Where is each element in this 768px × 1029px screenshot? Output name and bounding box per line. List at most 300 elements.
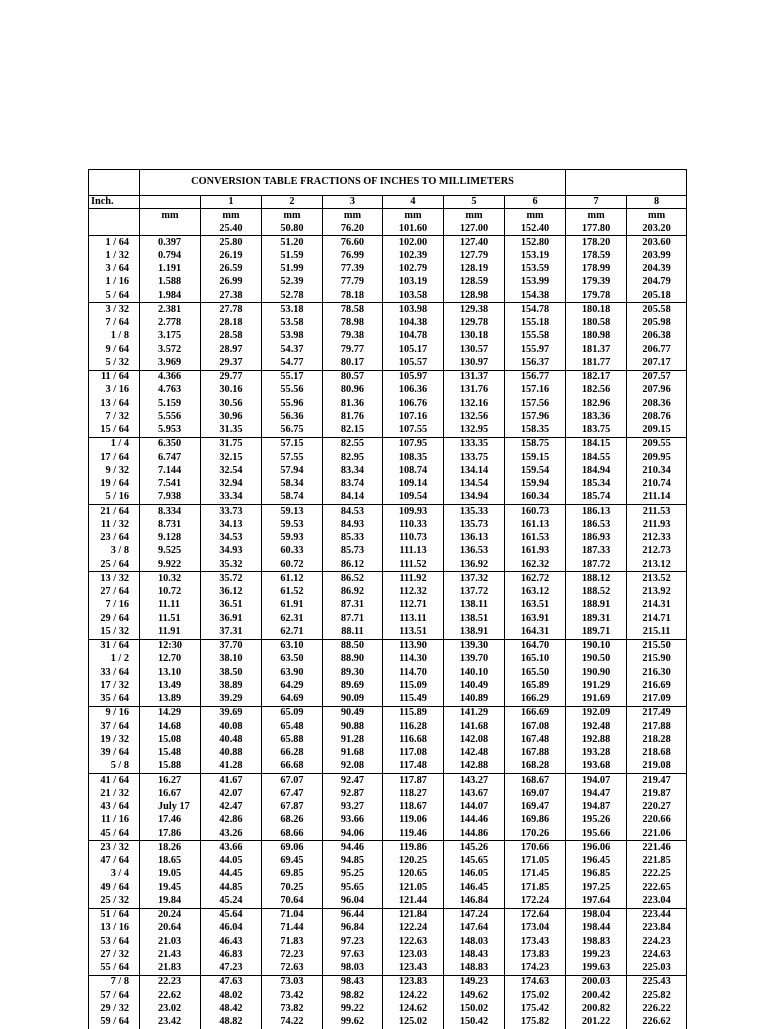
mm-value: 203.99 xyxy=(627,249,687,262)
mm-value: 225.03 xyxy=(627,962,687,976)
mm-value: 69.85 xyxy=(262,868,323,881)
mm-value: 117.87 xyxy=(383,774,444,788)
inch-fraction: 27 / 64 xyxy=(89,586,140,599)
mm-value: 86.52 xyxy=(323,572,383,586)
mm-value: 200.03 xyxy=(566,975,627,989)
table-row xyxy=(89,330,687,343)
mm-value: 30.16 xyxy=(201,384,262,397)
mm-value: 152.80 xyxy=(505,236,566,250)
mm-value: 149.62 xyxy=(444,989,505,1002)
inch-fraction: 55 / 64 xyxy=(89,962,140,976)
mm-value: 154.78 xyxy=(505,303,566,317)
mm-value: 111.92 xyxy=(383,572,444,586)
table-title: CONVERSION TABLE FRACTIONS OF INCHES TO MILLIMETERS xyxy=(140,170,566,196)
mm-value: 143.67 xyxy=(444,787,505,800)
inch-fraction: 29 / 32 xyxy=(89,1002,140,1015)
mm-value: 224.23 xyxy=(627,935,687,948)
mm-value: 168.28 xyxy=(505,760,566,774)
mm-value: 94.46 xyxy=(323,841,383,855)
mm-value: 34.93 xyxy=(201,545,262,558)
mm-value: 73.03 xyxy=(262,975,323,989)
mm-value: 103.19 xyxy=(383,276,444,289)
mm-value: 95.25 xyxy=(323,868,383,881)
table-row xyxy=(89,289,687,303)
mm-value: 82.95 xyxy=(323,451,383,464)
mm-value: 130.97 xyxy=(444,356,505,370)
mm-value: 190.90 xyxy=(566,666,627,679)
mm-value: 218.28 xyxy=(627,733,687,746)
mm-value: 65.48 xyxy=(262,720,323,733)
inch-fraction: 51 / 64 xyxy=(89,908,140,922)
title-row xyxy=(89,170,687,196)
mm-value: 14.68 xyxy=(140,720,201,733)
mm-value: 136.92 xyxy=(444,558,505,572)
mm-value: 122.63 xyxy=(383,935,444,948)
mm-value: 111.13 xyxy=(383,545,444,558)
mm-value: 7.541 xyxy=(140,478,201,491)
mm-value: 217.09 xyxy=(627,693,687,707)
mm-value: 41.67 xyxy=(201,774,262,788)
mm-value: 209.95 xyxy=(627,451,687,464)
mm-value: 131.76 xyxy=(444,384,505,397)
mm-value: 144.07 xyxy=(444,801,505,814)
mm-value: 48.82 xyxy=(201,1016,262,1029)
mm-value: 223.44 xyxy=(627,908,687,922)
mm-value: 153.59 xyxy=(505,263,566,276)
mm-value: 153.99 xyxy=(505,276,566,289)
mm-value: 72.63 xyxy=(262,962,323,976)
mm-value: 9.525 xyxy=(140,545,201,558)
mm-value: 79.38 xyxy=(323,330,383,343)
mm-value: 142.88 xyxy=(444,760,505,774)
mm-value: 0.794 xyxy=(140,249,201,262)
table-row xyxy=(89,505,687,519)
mm-value: 169.47 xyxy=(505,801,566,814)
mm-value: 222.25 xyxy=(627,868,687,881)
mm-value: 97.23 xyxy=(323,935,383,948)
table-row xyxy=(89,343,687,356)
mm-value: 164.31 xyxy=(505,625,566,639)
mm-value: 74.22 xyxy=(262,1016,323,1029)
mm-value: 113.11 xyxy=(383,612,444,625)
mm-value: 156.37 xyxy=(505,356,566,370)
mm-value: 183.75 xyxy=(566,424,627,438)
mm-value: 106.76 xyxy=(383,397,444,410)
mm-value: 73.82 xyxy=(262,1002,323,1015)
inch-fraction: 9 / 64 xyxy=(89,343,140,356)
mm-value: 166.69 xyxy=(505,706,566,720)
column-index: 6 xyxy=(505,196,566,209)
mm-value: 32.15 xyxy=(201,451,262,464)
mm-value: 14.29 xyxy=(140,706,201,720)
table-row xyxy=(89,935,687,948)
mm-value: 29.77 xyxy=(201,370,262,384)
mm-value: 91.28 xyxy=(323,733,383,746)
conversion-table xyxy=(88,169,687,1029)
table-row xyxy=(89,706,687,720)
mm-value: 90.49 xyxy=(323,706,383,720)
mm-value: 44.05 xyxy=(201,855,262,868)
mm-value: 108.35 xyxy=(383,451,444,464)
mm-value: 179.78 xyxy=(566,289,627,303)
mm-value: 163.91 xyxy=(505,612,566,625)
mm-value: 33.73 xyxy=(201,505,262,519)
mm-value: 222.65 xyxy=(627,881,687,894)
mm-value: 206.38 xyxy=(627,330,687,343)
mm-value: 56.36 xyxy=(262,410,323,423)
mm-value: 161.13 xyxy=(505,518,566,531)
mm-value: 63.10 xyxy=(262,639,323,653)
mm-value: 11.11 xyxy=(140,599,201,612)
mm-value: 119.86 xyxy=(383,841,444,855)
mm-value: 132.95 xyxy=(444,424,505,438)
mm-value: 137.72 xyxy=(444,586,505,599)
table-row xyxy=(89,841,687,855)
mm-value: 181.77 xyxy=(566,356,627,370)
mm-value: 124.62 xyxy=(383,1002,444,1015)
mm-value: 140.49 xyxy=(444,679,505,692)
inch-fraction: 3 / 16 xyxy=(89,384,140,397)
table-row xyxy=(89,814,687,827)
table-row xyxy=(89,855,687,868)
mm-value: 206.77 xyxy=(627,343,687,356)
inch-fraction: 31 / 64 xyxy=(89,639,140,653)
mm-value: 104.38 xyxy=(383,317,444,330)
mm-value: 200.42 xyxy=(566,989,627,1002)
mm-value: 123.43 xyxy=(383,962,444,976)
table-row xyxy=(89,599,687,612)
mm-value: 221.85 xyxy=(627,855,687,868)
mm-value: 178.59 xyxy=(566,249,627,262)
inch-fraction: 1 / 32 xyxy=(89,249,140,262)
mm-value: 174.63 xyxy=(505,975,566,989)
mm-value: 109.54 xyxy=(383,491,444,505)
mm-value: 55.56 xyxy=(262,384,323,397)
mm-value: 205.18 xyxy=(627,289,687,303)
mm-value: 43.66 xyxy=(201,841,262,855)
table-row xyxy=(89,827,687,841)
mm-value: 197.25 xyxy=(566,881,627,894)
unit-label: mm xyxy=(201,209,262,223)
mm-value: 6.350 xyxy=(140,437,201,451)
inch-fraction: 25 / 32 xyxy=(89,894,140,908)
mm-value: 162.72 xyxy=(505,572,566,586)
mm-value: 109.14 xyxy=(383,478,444,491)
mm-value: 85.33 xyxy=(323,532,383,545)
mm-value: 82.15 xyxy=(323,424,383,438)
inch-fraction: 21 / 64 xyxy=(89,505,140,519)
mm-value: 128.59 xyxy=(444,276,505,289)
mm-value: 41.28 xyxy=(201,760,262,774)
mm-value: 203.60 xyxy=(627,236,687,250)
inch-fraction: 13 / 64 xyxy=(89,397,140,410)
table-row xyxy=(89,693,687,707)
mm-value: 71.83 xyxy=(262,935,323,948)
mm-value: 4.763 xyxy=(140,384,201,397)
mm-value: 104.78 xyxy=(383,330,444,343)
base-value: 101.60 xyxy=(383,222,444,236)
mm-value: 69.45 xyxy=(262,855,323,868)
mm-value: 22.23 xyxy=(140,975,201,989)
mm-value: 169.07 xyxy=(505,787,566,800)
mm-value: 188.91 xyxy=(566,599,627,612)
inch-fraction: 47 / 64 xyxy=(89,855,140,868)
mm-value: 80.57 xyxy=(323,370,383,384)
mm-value: 160.34 xyxy=(505,491,566,505)
column-index-row xyxy=(89,196,687,209)
mm-value: 180.98 xyxy=(566,330,627,343)
mm-value: 81.36 xyxy=(323,397,383,410)
mm-value: 3.175 xyxy=(140,330,201,343)
mm-value: 162.32 xyxy=(505,558,566,572)
mm-value: 102.39 xyxy=(383,249,444,262)
mm-value: 118.67 xyxy=(383,801,444,814)
mm-value: 98.03 xyxy=(323,962,383,976)
inch-fraction: 3 / 4 xyxy=(89,868,140,881)
inch-fraction: 5 / 8 xyxy=(89,760,140,774)
table-row xyxy=(89,908,687,922)
mm-value: 29.37 xyxy=(201,356,262,370)
mm-value: 148.03 xyxy=(444,935,505,948)
mm-value: 59.53 xyxy=(262,518,323,531)
mm-value: 212.73 xyxy=(627,545,687,558)
mm-value: 164.70 xyxy=(505,639,566,653)
mm-value: 141.29 xyxy=(444,706,505,720)
mm-value: 36.91 xyxy=(201,612,262,625)
inch-fraction: 9 / 32 xyxy=(89,464,140,477)
inch-fraction: 37 / 64 xyxy=(89,720,140,733)
mm-value: 142.08 xyxy=(444,733,505,746)
mm-value: 166.29 xyxy=(505,693,566,707)
mm-value: 194.07 xyxy=(566,774,627,788)
mm-value: 195.66 xyxy=(566,827,627,841)
unit-label: mm xyxy=(627,209,687,223)
inch-header: Inch. xyxy=(89,196,140,209)
mm-value: 186.53 xyxy=(566,518,627,531)
mm-value: 173.43 xyxy=(505,935,566,948)
inch-fraction: 35 / 64 xyxy=(89,693,140,707)
inch-fraction: 1 / 64 xyxy=(89,236,140,250)
mm-value: 170.26 xyxy=(505,827,566,841)
mm-value: 119.46 xyxy=(383,827,444,841)
mm-value: 170.66 xyxy=(505,841,566,855)
column-index: 7 xyxy=(566,196,627,209)
mm-value: 195.26 xyxy=(566,814,627,827)
table-body xyxy=(89,170,687,1029)
mm-value: 217.88 xyxy=(627,720,687,733)
unit-label: mm xyxy=(566,209,627,223)
mm-value: 167.08 xyxy=(505,720,566,733)
mm-value: 145.65 xyxy=(444,855,505,868)
table-row xyxy=(89,236,687,250)
mm-value: 204.39 xyxy=(627,263,687,276)
mm-value: 36.12 xyxy=(201,586,262,599)
mm-value: 67.07 xyxy=(262,774,323,788)
mm-value: 40.08 xyxy=(201,720,262,733)
mm-value: 71.04 xyxy=(262,908,323,922)
mm-value: 146.84 xyxy=(444,894,505,908)
mm-value: 133.35 xyxy=(444,437,505,451)
mm-value: 31.75 xyxy=(201,437,262,451)
mm-value: 161.93 xyxy=(505,545,566,558)
table-row xyxy=(89,384,687,397)
mm-value: 63.50 xyxy=(262,653,323,666)
mm-value: 197.64 xyxy=(566,894,627,908)
mm-value: 47.63 xyxy=(201,975,262,989)
base-values-row xyxy=(89,222,687,236)
inch-fraction: 45 / 64 xyxy=(89,827,140,841)
title-spacer-right xyxy=(566,170,687,196)
table-row xyxy=(89,424,687,438)
mm-value: 48.42 xyxy=(201,1002,262,1015)
mm-value: 72.23 xyxy=(262,948,323,961)
mm-value: 80.17 xyxy=(323,356,383,370)
mm-value: 84.14 xyxy=(323,491,383,505)
mm-value: 7.144 xyxy=(140,464,201,477)
mm-value: 190.10 xyxy=(566,639,627,653)
mm-value: 88.50 xyxy=(323,639,383,653)
mm-value: 103.58 xyxy=(383,289,444,303)
mm-value: 68.26 xyxy=(262,814,323,827)
mm-value: 186.93 xyxy=(566,532,627,545)
mm-value: 128.98 xyxy=(444,289,505,303)
base-value: 76.20 xyxy=(323,222,383,236)
mm-value: 116.68 xyxy=(383,733,444,746)
mm-value: 155.18 xyxy=(505,317,566,330)
mm-value: 85.73 xyxy=(323,545,383,558)
mm-value: 155.58 xyxy=(505,330,566,343)
table-row xyxy=(89,747,687,760)
inch-fraction: 19 / 32 xyxy=(89,733,140,746)
mm-value: 54.77 xyxy=(262,356,323,370)
mm-value: 18.26 xyxy=(140,841,201,855)
mm-value: 169.86 xyxy=(505,814,566,827)
inch-fraction: 53 / 64 xyxy=(89,935,140,948)
mm-value: 69.06 xyxy=(262,841,323,855)
inch-fraction: 15 / 32 xyxy=(89,625,140,639)
mm-value: 117.08 xyxy=(383,747,444,760)
mm-value: 210.34 xyxy=(627,464,687,477)
inch-fraction: 17 / 32 xyxy=(89,679,140,692)
mm-value: 94.85 xyxy=(323,855,383,868)
mm-value: 76.99 xyxy=(323,249,383,262)
mm-value: 1.588 xyxy=(140,276,201,289)
table-row xyxy=(89,370,687,384)
mm-value: 120.65 xyxy=(383,868,444,881)
mm-value: 91.68 xyxy=(323,747,383,760)
mm-value: 192.48 xyxy=(566,720,627,733)
mm-value: 92.87 xyxy=(323,787,383,800)
mm-value: 84.53 xyxy=(323,505,383,519)
mm-value: 142.48 xyxy=(444,747,505,760)
mm-value: 48.02 xyxy=(201,989,262,1002)
inch-fraction: 25 / 64 xyxy=(89,558,140,572)
mm-value: 131.37 xyxy=(444,370,505,384)
mm-value: 124.22 xyxy=(383,989,444,1002)
mm-value: 122.24 xyxy=(383,922,444,935)
mm-value: 51.20 xyxy=(262,236,323,250)
units-row xyxy=(89,209,687,223)
mm-value: 73.42 xyxy=(262,989,323,1002)
mm-value: 4.366 xyxy=(140,370,201,384)
mm-value: 200.82 xyxy=(566,1002,627,1015)
mm-value: 220.27 xyxy=(627,801,687,814)
mm-value: 46.83 xyxy=(201,948,262,961)
mm-value: 139.70 xyxy=(444,653,505,666)
mm-value: 216.69 xyxy=(627,679,687,692)
mm-value: 178.20 xyxy=(566,236,627,250)
mm-value: 1.984 xyxy=(140,289,201,303)
mm-value: 171.45 xyxy=(505,868,566,881)
mm-value: 211.93 xyxy=(627,518,687,531)
mm-value: 208.36 xyxy=(627,397,687,410)
mm-value: 99.22 xyxy=(323,1002,383,1015)
table-row xyxy=(89,464,687,477)
base-value xyxy=(140,222,201,236)
base-value: 127.00 xyxy=(444,222,505,236)
mm-value: 56.75 xyxy=(262,424,323,438)
mm-value: 20.24 xyxy=(140,908,201,922)
mm-value: 90.88 xyxy=(323,720,383,733)
mm-value: 134.94 xyxy=(444,491,505,505)
mm-value: 159.15 xyxy=(505,451,566,464)
mm-value: 127.40 xyxy=(444,236,505,250)
mm-value: 88.11 xyxy=(323,625,383,639)
mm-value: 38.89 xyxy=(201,679,262,692)
mm-value: 154.38 xyxy=(505,289,566,303)
mm-value: 78.98 xyxy=(323,317,383,330)
mm-value: 215.11 xyxy=(627,625,687,639)
mm-value: 193.28 xyxy=(566,747,627,760)
mm-value: 13.10 xyxy=(140,666,201,679)
mm-value: 99.62 xyxy=(323,1016,383,1029)
table-row xyxy=(89,666,687,679)
mm-value: 45.64 xyxy=(201,908,262,922)
mm-value: 112.32 xyxy=(383,586,444,599)
inch-fraction: 11 / 32 xyxy=(89,518,140,531)
mm-value: 5.159 xyxy=(140,397,201,410)
mm-value: 175.02 xyxy=(505,989,566,1002)
mm-value: 60.33 xyxy=(262,545,323,558)
mm-value: 134.14 xyxy=(444,464,505,477)
mm-value: 146.05 xyxy=(444,868,505,881)
mm-value: 132.16 xyxy=(444,397,505,410)
table-row xyxy=(89,894,687,908)
mm-value: 192.09 xyxy=(566,706,627,720)
mm-value: 65.88 xyxy=(262,733,323,746)
mm-value: 105.17 xyxy=(383,343,444,356)
mm-value: 98.82 xyxy=(323,989,383,1002)
mm-value: 193.68 xyxy=(566,760,627,774)
mm-value: 168.67 xyxy=(505,774,566,788)
table-row xyxy=(89,249,687,262)
mm-value: 186.13 xyxy=(566,505,627,519)
mm-value: 140.89 xyxy=(444,693,505,707)
mm-value: 201.22 xyxy=(566,1016,627,1029)
mm-value: 153.19 xyxy=(505,249,566,262)
mm-value: 10.72 xyxy=(140,586,201,599)
mm-value: 214.71 xyxy=(627,612,687,625)
mm-value: 102.00 xyxy=(383,236,444,250)
mm-value: 138.51 xyxy=(444,612,505,625)
mm-value: 161.53 xyxy=(505,532,566,545)
mm-value: 67.47 xyxy=(262,787,323,800)
table-row xyxy=(89,881,687,894)
mm-value: 64.69 xyxy=(262,693,323,707)
inch-fraction: 39 / 64 xyxy=(89,747,140,760)
column-index: 5 xyxy=(444,196,505,209)
mm-value: 112.71 xyxy=(383,599,444,612)
